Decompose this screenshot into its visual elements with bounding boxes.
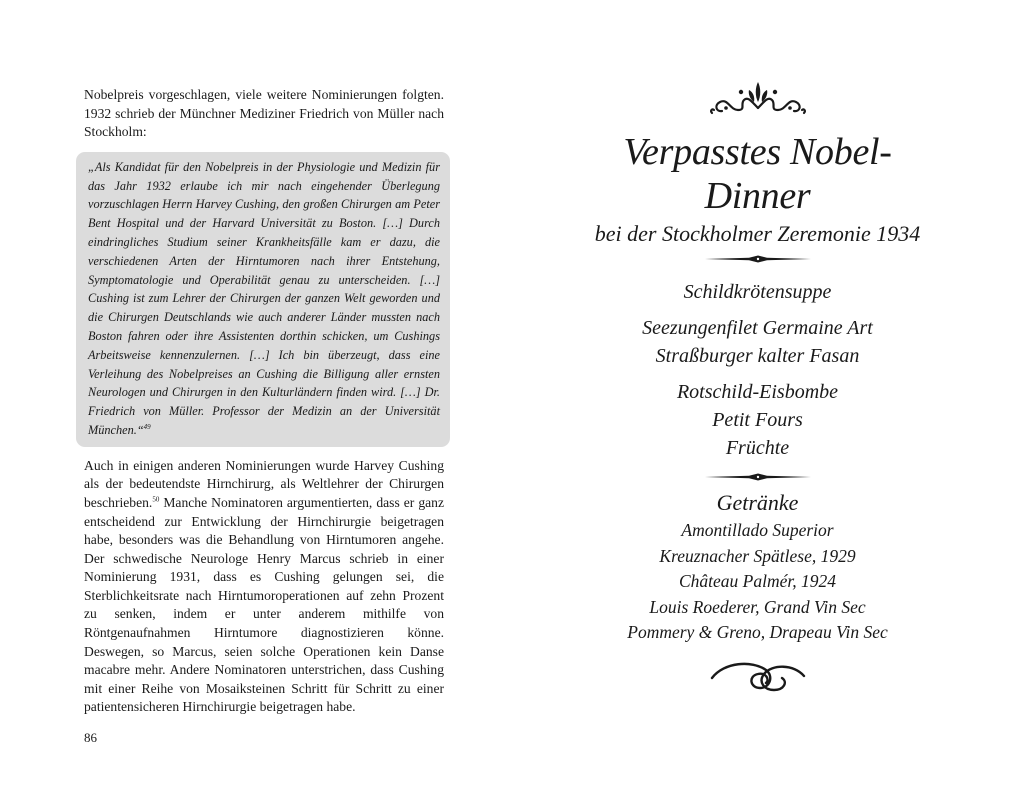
body-text-part2: Manche Nominatoren argumentierten, dass er ganz entscheidend zur Entwicklung der Hirnchirurgie beigetragen habe, besonders was die Behandlung von Hirntumoren angehe. Der schwedische Neurologe Henry Marcus schrieb in einer Nominierung 1931, dass es Cushing gelungen sei, die Sterblichkeitsrate nach Hirntumoroperationen auf zehn Prozent zu senken, indem er unter anderem mithilfe von Röntgenaufnahmen Hirntumore diagnostizieren könne. Deswegen, so Marcus, seien solche Operationen kein Danse macabre mehr. Andere Nominatoren unterstrichen, dass Cushing mit einer Reihe von Mosaiksteinen Schritt für Schritt zu einer patientensicheren Hirnchirurgie beigetragen habe. xyxy=(84,494,444,715)
menu-group-1 xyxy=(585,278,930,306)
menu-group-2 xyxy=(585,314,930,370)
drink-item: Amontillado Superior xyxy=(681,520,834,540)
swirl-ornament-icon xyxy=(708,656,808,696)
divider-ornament-icon xyxy=(703,254,813,264)
drink-item: Château Palmér, 1924 xyxy=(678,571,836,591)
body-footnote: 50 xyxy=(152,495,160,504)
body-paragraph xyxy=(84,457,444,717)
menu-item: Petit Fours xyxy=(712,409,803,431)
menu-subtitle: bei der Stockholmer Zeremonie 1934 xyxy=(594,221,921,246)
divider-ornament-icon xyxy=(703,472,813,482)
menu-page xyxy=(585,78,930,696)
menu-item: Seezungenfilet Germaine Art xyxy=(642,317,873,339)
left-page xyxy=(84,86,444,717)
body-text-part1: Auch in einigen anderen Nominierungen wurde Harvey Cushing als der bedeutendste Hirnchirurg, als Weltlehrer der Chirurgen beschrieben. xyxy=(84,457,444,510)
drink-item: Pommery & Greno, Drapeau Vin Sec xyxy=(627,622,888,642)
page-number: 86 xyxy=(84,730,97,745)
menu-item: Straßburger kalter Fasan xyxy=(655,345,860,367)
menu-item: Schildkrötensuppe xyxy=(683,281,832,303)
quote-box xyxy=(76,152,450,447)
flourish-ornament-icon xyxy=(708,78,808,118)
menu-group-3 xyxy=(585,378,930,462)
drinks-heading: Getränke xyxy=(716,490,799,515)
quote-text: „Als Kandidat für den Nobelpreis in der Physiologie und Medizin für das Jahr 1932 erlaube ich mir nach eingehender Überlegung vorzuschlagen Herrn Harvey Cushing, den großen Chirurgen am Peter Bent Hospital und der Harvard Universität zu Boston. […] Durch eindringliches Studium seiner Krankheitsfälle kam er dazu, die verschiedenen Arten der Hirntumoren nach ihrer Entstehung, Symptomatologie und Operabilität genau zu unterscheiden. […] Cushing ist zum Lehrer der Chirurgen der ganzen Welt geworden und die Chirurgen Deutschlands wie auch anderer Länder mussten nach Boston fahren oder ihre Assistenten dorthin schicken, um Cushings Arbeitsweise kennenzulernen. […] Ich bin überzeugt, dass eine Verleihung des Nobelpreises an Cushing die Billigung aller ernsten Neurologen und Chirurgen in den Kulturländern finden wird. […] Dr. Friedrich von Müller. Professor der Medizin an der Universität München.“ xyxy=(88,159,440,437)
menu-item: Früchte xyxy=(725,437,790,459)
quote-footnote: 49 xyxy=(143,422,151,431)
menu-title: Verpasstes Nobel-Dinner xyxy=(623,131,892,217)
intro-paragraph: Nobelpreis vorgeschlagen, viele weitere Nominierungen folgten. 1932 schrieb der Münchner Mediziner Friedrich von Müller nach Stockholm: xyxy=(84,87,444,140)
drink-item: Kreuznacher Spätlese, 1929 xyxy=(659,545,856,566)
quote-paragraph xyxy=(88,158,440,440)
drink-item: Louis Roederer, Grand Vin Sec xyxy=(649,596,866,617)
menu-item: Rotschild-Eisbombe xyxy=(676,381,839,403)
